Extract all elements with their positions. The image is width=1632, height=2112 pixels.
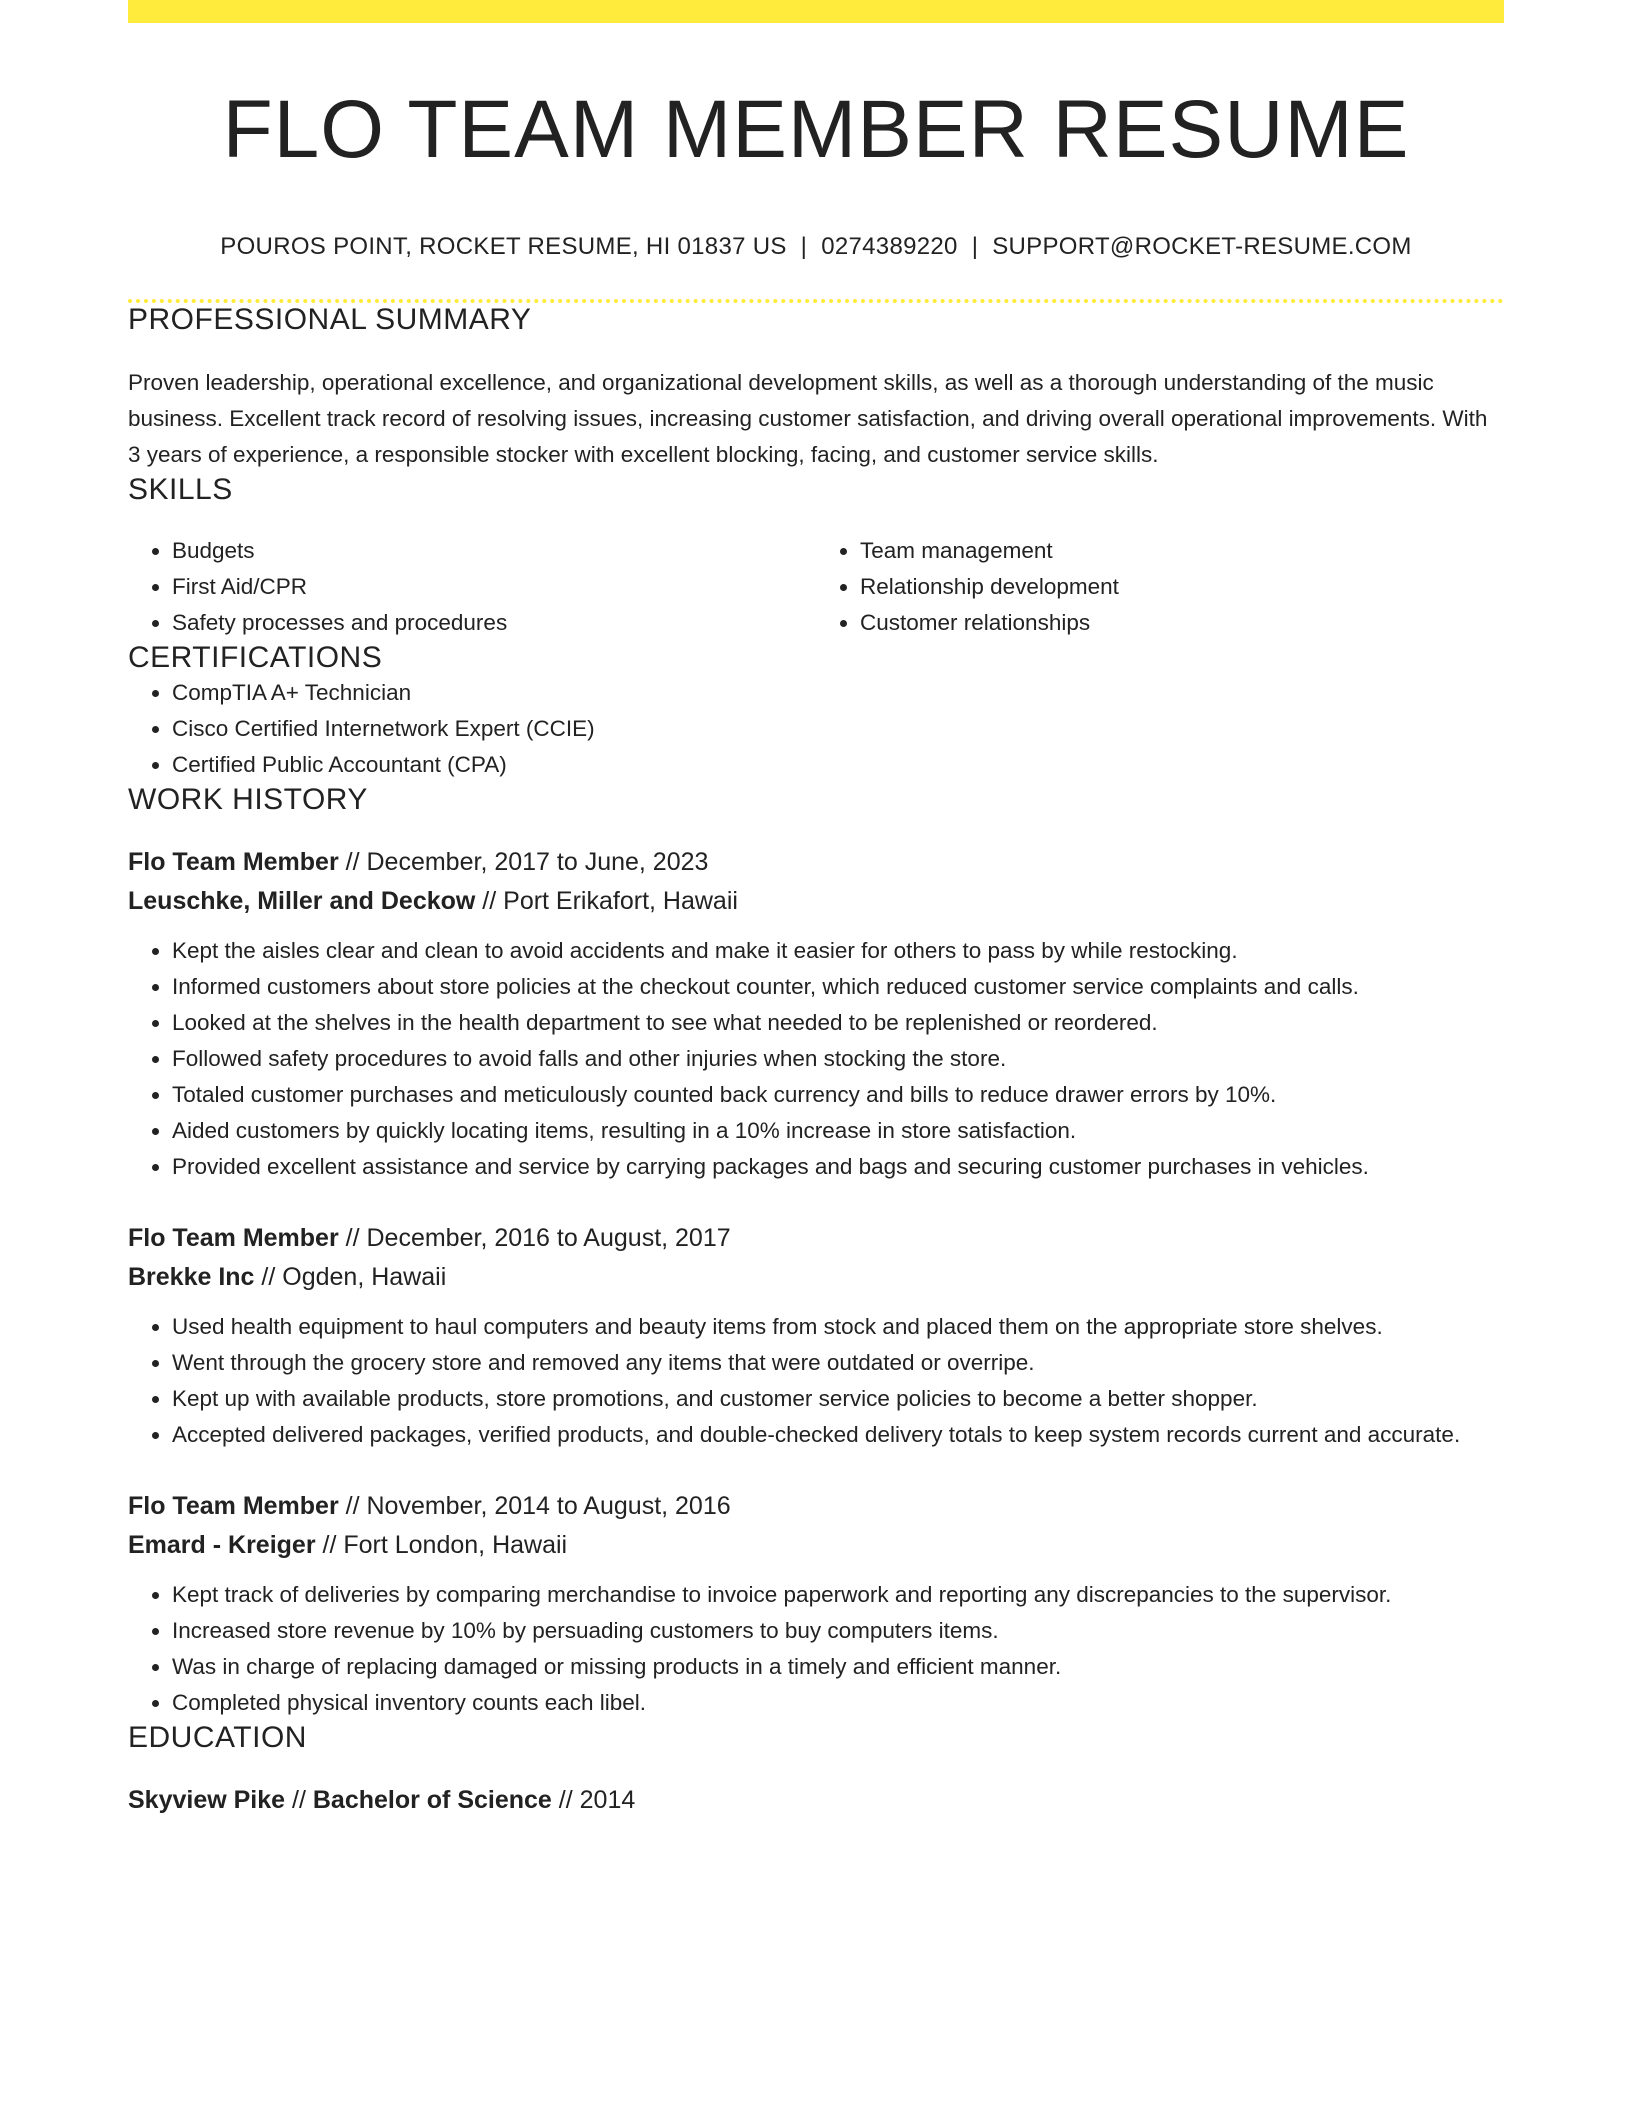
job-dates: November, 2014 to August, 2016 <box>366 1492 731 1521</box>
separator: | <box>800 233 808 261</box>
job-bullet: • Used health equipment to haul computers and beauty items from stock and placed them on the appropriate store shelves. <box>172 1309 1504 1345</box>
contact-line <box>128 233 1504 261</box>
job-company: Brekke Inc <box>128 1263 255 1292</box>
job-role: Flo Team Member <box>128 1224 339 1253</box>
job-bullets <box>128 1309 1504 1453</box>
job-entry <box>128 1219 1504 1453</box>
job-bullet: • Accepted delivered packages, verified products, and double-checked delivery totals to keep system records current and accurate. <box>172 1417 1504 1453</box>
certifications-list <box>128 675 1504 783</box>
resume-title: FLO TEAM MEMBER RESUME <box>222 84 1410 175</box>
job-company-line <box>128 1258 1504 1297</box>
education-line <box>128 1781 1504 1820</box>
job-bullet: • Kept up with available products, store promotions, and customer service policies to become a better shopper. <box>172 1381 1504 1417</box>
job-bullet: • Provided excellent assistance and service by carrying packages and bags and securing customer purchases in vehicles. <box>172 1149 1504 1185</box>
divider: // <box>338 1224 367 1253</box>
divider: // <box>285 1786 313 1815</box>
job-bullet: • Informed customers about store policies at the checkout counter, which reduced customer service complaints and calls. <box>172 969 1504 1005</box>
job-role-line <box>128 1219 1504 1258</box>
skill-item: • Relationship development <box>860 569 1504 605</box>
certification-item: • Cisco Certified Internetwork Expert (CCIE) <box>172 711 1504 747</box>
job-location: Ogden, Hawaii <box>282 1263 447 1292</box>
education-year: 2014 <box>579 1786 636 1815</box>
job-company: Leuschke, Miller and Deckow <box>128 887 476 916</box>
summary-text: Proven leadership, operational excellence, and organizational development skills, as well as a thorough understanding of the music business. Excellent track record of resolving issues, increasing customer satisfaction, and driving overall operational improvements. With 3 years of experience, a responsible stocker with excellent blocking, facing, and customer service skills. <box>128 370 1488 468</box>
divider: // <box>315 1531 344 1560</box>
job-bullet: • Looked at the shelves in the health department to see what needed to be replenished or reordered. <box>172 1005 1504 1041</box>
divider: // <box>475 887 504 916</box>
divider: // <box>338 848 367 877</box>
certification-item: • CompTIA A+ Technician <box>172 675 1504 711</box>
job-bullet: • Totaled customer purchases and meticulously counted back currency and bills to reduce drawer errors by 10%. <box>172 1077 1504 1113</box>
job-location: Fort London, Hawaii <box>343 1531 568 1560</box>
separator: | <box>971 233 979 261</box>
job-bullet: • Was in charge of replacing damaged or missing products in a timely and efficient manner. <box>172 1649 1504 1685</box>
job-bullet: • Completed physical inventory counts each libel. <box>172 1685 1504 1721</box>
job-dates: December, 2017 to June, 2023 <box>366 848 709 877</box>
top-accent-bar <box>128 0 1504 23</box>
job-role: Flo Team Member <box>128 1492 339 1521</box>
address: POUROS POINT, ROCKET RESUME, HI 01837 US <box>220 233 787 261</box>
skill-item: • First Aid/CPR <box>172 569 816 605</box>
phone: 0274389220 <box>821 233 958 261</box>
job-dates: December, 2016 to August, 2017 <box>366 1224 731 1253</box>
work-history-heading: WORK HISTORY <box>128 783 368 817</box>
job-bullets <box>128 1577 1504 1721</box>
job-role-line <box>128 1487 1504 1526</box>
summary-heading: PROFESSIONAL SUMMARY <box>128 303 532 337</box>
education-school: Skyview Pike <box>128 1786 286 1815</box>
skills-list-right <box>816 533 1504 641</box>
divider: // <box>551 1786 580 1815</box>
skills-list-left <box>128 533 816 641</box>
job-company-line <box>128 882 1504 921</box>
skill-item: • Team management <box>860 533 1504 569</box>
job-bullet: • Followed safety procedures to avoid falls and other injuries when stocking the store. <box>172 1041 1504 1077</box>
divider: // <box>338 1492 367 1521</box>
skills-heading: SKILLS <box>128 473 233 507</box>
resume-page <box>128 0 1504 1820</box>
job-bullet: • Went through the grocery store and removed any items that were outdated or overripe. <box>172 1345 1504 1381</box>
certifications-heading: CERTIFICATIONS <box>128 641 383 675</box>
job-entry <box>128 1487 1504 1721</box>
job-bullet: • Aided customers by quickly locating items, resulting in a 10% increase in store satisfaction. <box>172 1113 1504 1149</box>
certification-item: • Certified Public Accountant (CPA) <box>172 747 1504 783</box>
job-bullet: • Kept the aisles clear and clean to avoid accidents and make it easier for others to pass by while restocking. <box>172 933 1504 969</box>
divider: // <box>254 1263 283 1292</box>
job-bullet: • Kept track of deliveries by comparing merchandise to invoice paperwork and reporting any discrepancies to the supervisor. <box>172 1577 1504 1613</box>
job-bullet: • Increased store revenue by 10% by persuading customers to buy computers items. <box>172 1613 1504 1649</box>
job-entry <box>128 843 1504 1185</box>
skill-item: • Customer relationships <box>860 605 1504 641</box>
email: SUPPORT@ROCKET-RESUME.COM <box>992 233 1412 261</box>
job-role: Flo Team Member <box>128 848 339 877</box>
education-degree: Bachelor of Science <box>312 1786 552 1815</box>
job-role-line <box>128 843 1504 882</box>
job-company-line <box>128 1526 1504 1565</box>
skill-item: • Safety processes and procedures <box>172 605 816 641</box>
job-company: Emard - Kreiger <box>128 1531 316 1560</box>
job-location: Port Erikafort, Hawaii <box>503 887 738 916</box>
skills-grid <box>128 533 1504 641</box>
job-bullets <box>128 933 1504 1185</box>
education-heading: EDUCATION <box>128 1721 307 1755</box>
skill-item: • Budgets <box>172 533 816 569</box>
